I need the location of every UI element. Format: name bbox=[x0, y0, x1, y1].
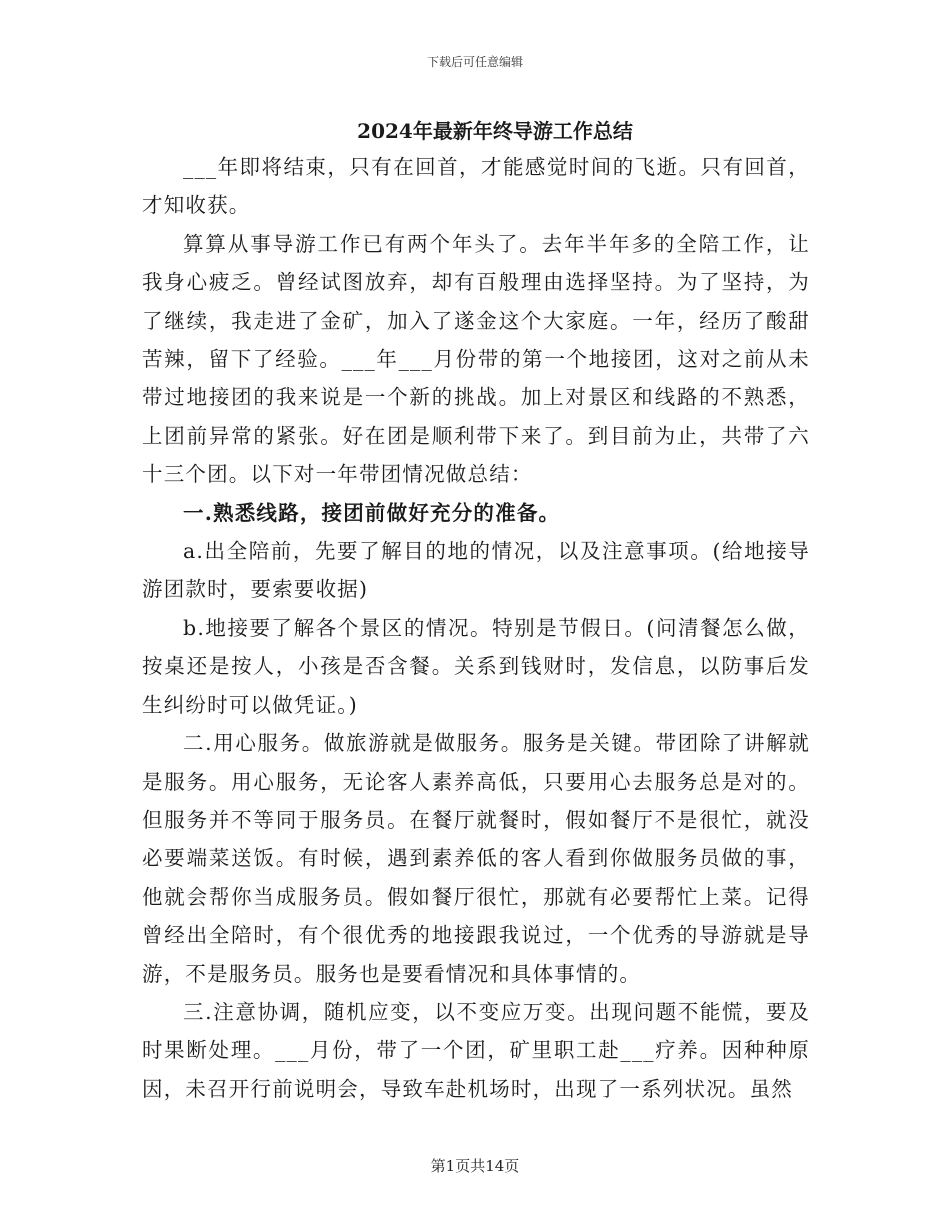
paragraph-section-2: 二.用心服务。做旅游就是做服务。服务是关键。带团除了讲解就是服务。用心服务，无论客人素养高低，只要用心去服务总是对的。但服务并不等同于服务员。在餐厅就餐时，假如餐厅不是很忙，就没必要端菜送饭。有时候，遇到素养低的客人看到你做服务员做的事，他就会帮你当成服务员。假如餐厅很忙，那就有必要帮忙上菜。记得曾经出全陪时，有个很优秀的地接跟我说过，一个优秀的导游就是导游，不是服务员。服务也是要看情况和具体事情的。 bbox=[142, 731, 810, 986]
header-note: 下载后可任意编辑 bbox=[426, 55, 523, 69]
paragraph-background: 算算从事导游工作已有两个年头了。去年半年多的全陪工作，让我身心疲乏。曾经试图放弃，却有百般理由选择坚持。为了坚持，为了继续，我走进了金矿，加入了遂金这个大家庭。一年，经历了酸甜苦辣，留下了经验。___年___月份带的第一个地接团，这对之前从未带过地接团的我来说是一个新的挑战。加上对景区和线路的不熟悉，上团前异常的紧张。好在团是顺利带下来了。到目前为止，共带了六十三个团。以下对一年带团情况做总结： bbox=[142, 231, 810, 487]
section-heading-1: 一.熟悉线路，接团前做好充分的准备。 bbox=[183, 500, 561, 525]
paragraph-item-a: a.出全陪前，先要了解目的地的情况，以及注意事项。(给地接导游团款时，要索要收据) bbox=[142, 539, 810, 602]
paragraph-section-3: 三.注意协调，随机应变，以不变应万变。出现问题不能慌，要及时果断处理。___月份，带了一个团，矿里职工赴___疗养。因种种原因，未召开行前说明会，导致车赴机场时，出现了一系列状况。虽然 bbox=[142, 999, 810, 1101]
paragraph-item-b: b.地接要了解各个景区的情况。特别是节假日。(问清餐怎么做，按桌还是按人，小孩是否含餐。关系到钱财时，发信息，以防事后发生纠纷时可以做凭证。) bbox=[142, 615, 810, 717]
document-body bbox=[142, 148, 810, 1108]
paragraph-intro: ___年即将结束，只有在回首，才能感觉时间的飞逝。只有回首，才知收获。 bbox=[142, 155, 810, 218]
page-number: 第1页共14页 bbox=[430, 1157, 520, 1175]
page-title: 2024年最新年终导游工作总结 bbox=[357, 119, 633, 143]
